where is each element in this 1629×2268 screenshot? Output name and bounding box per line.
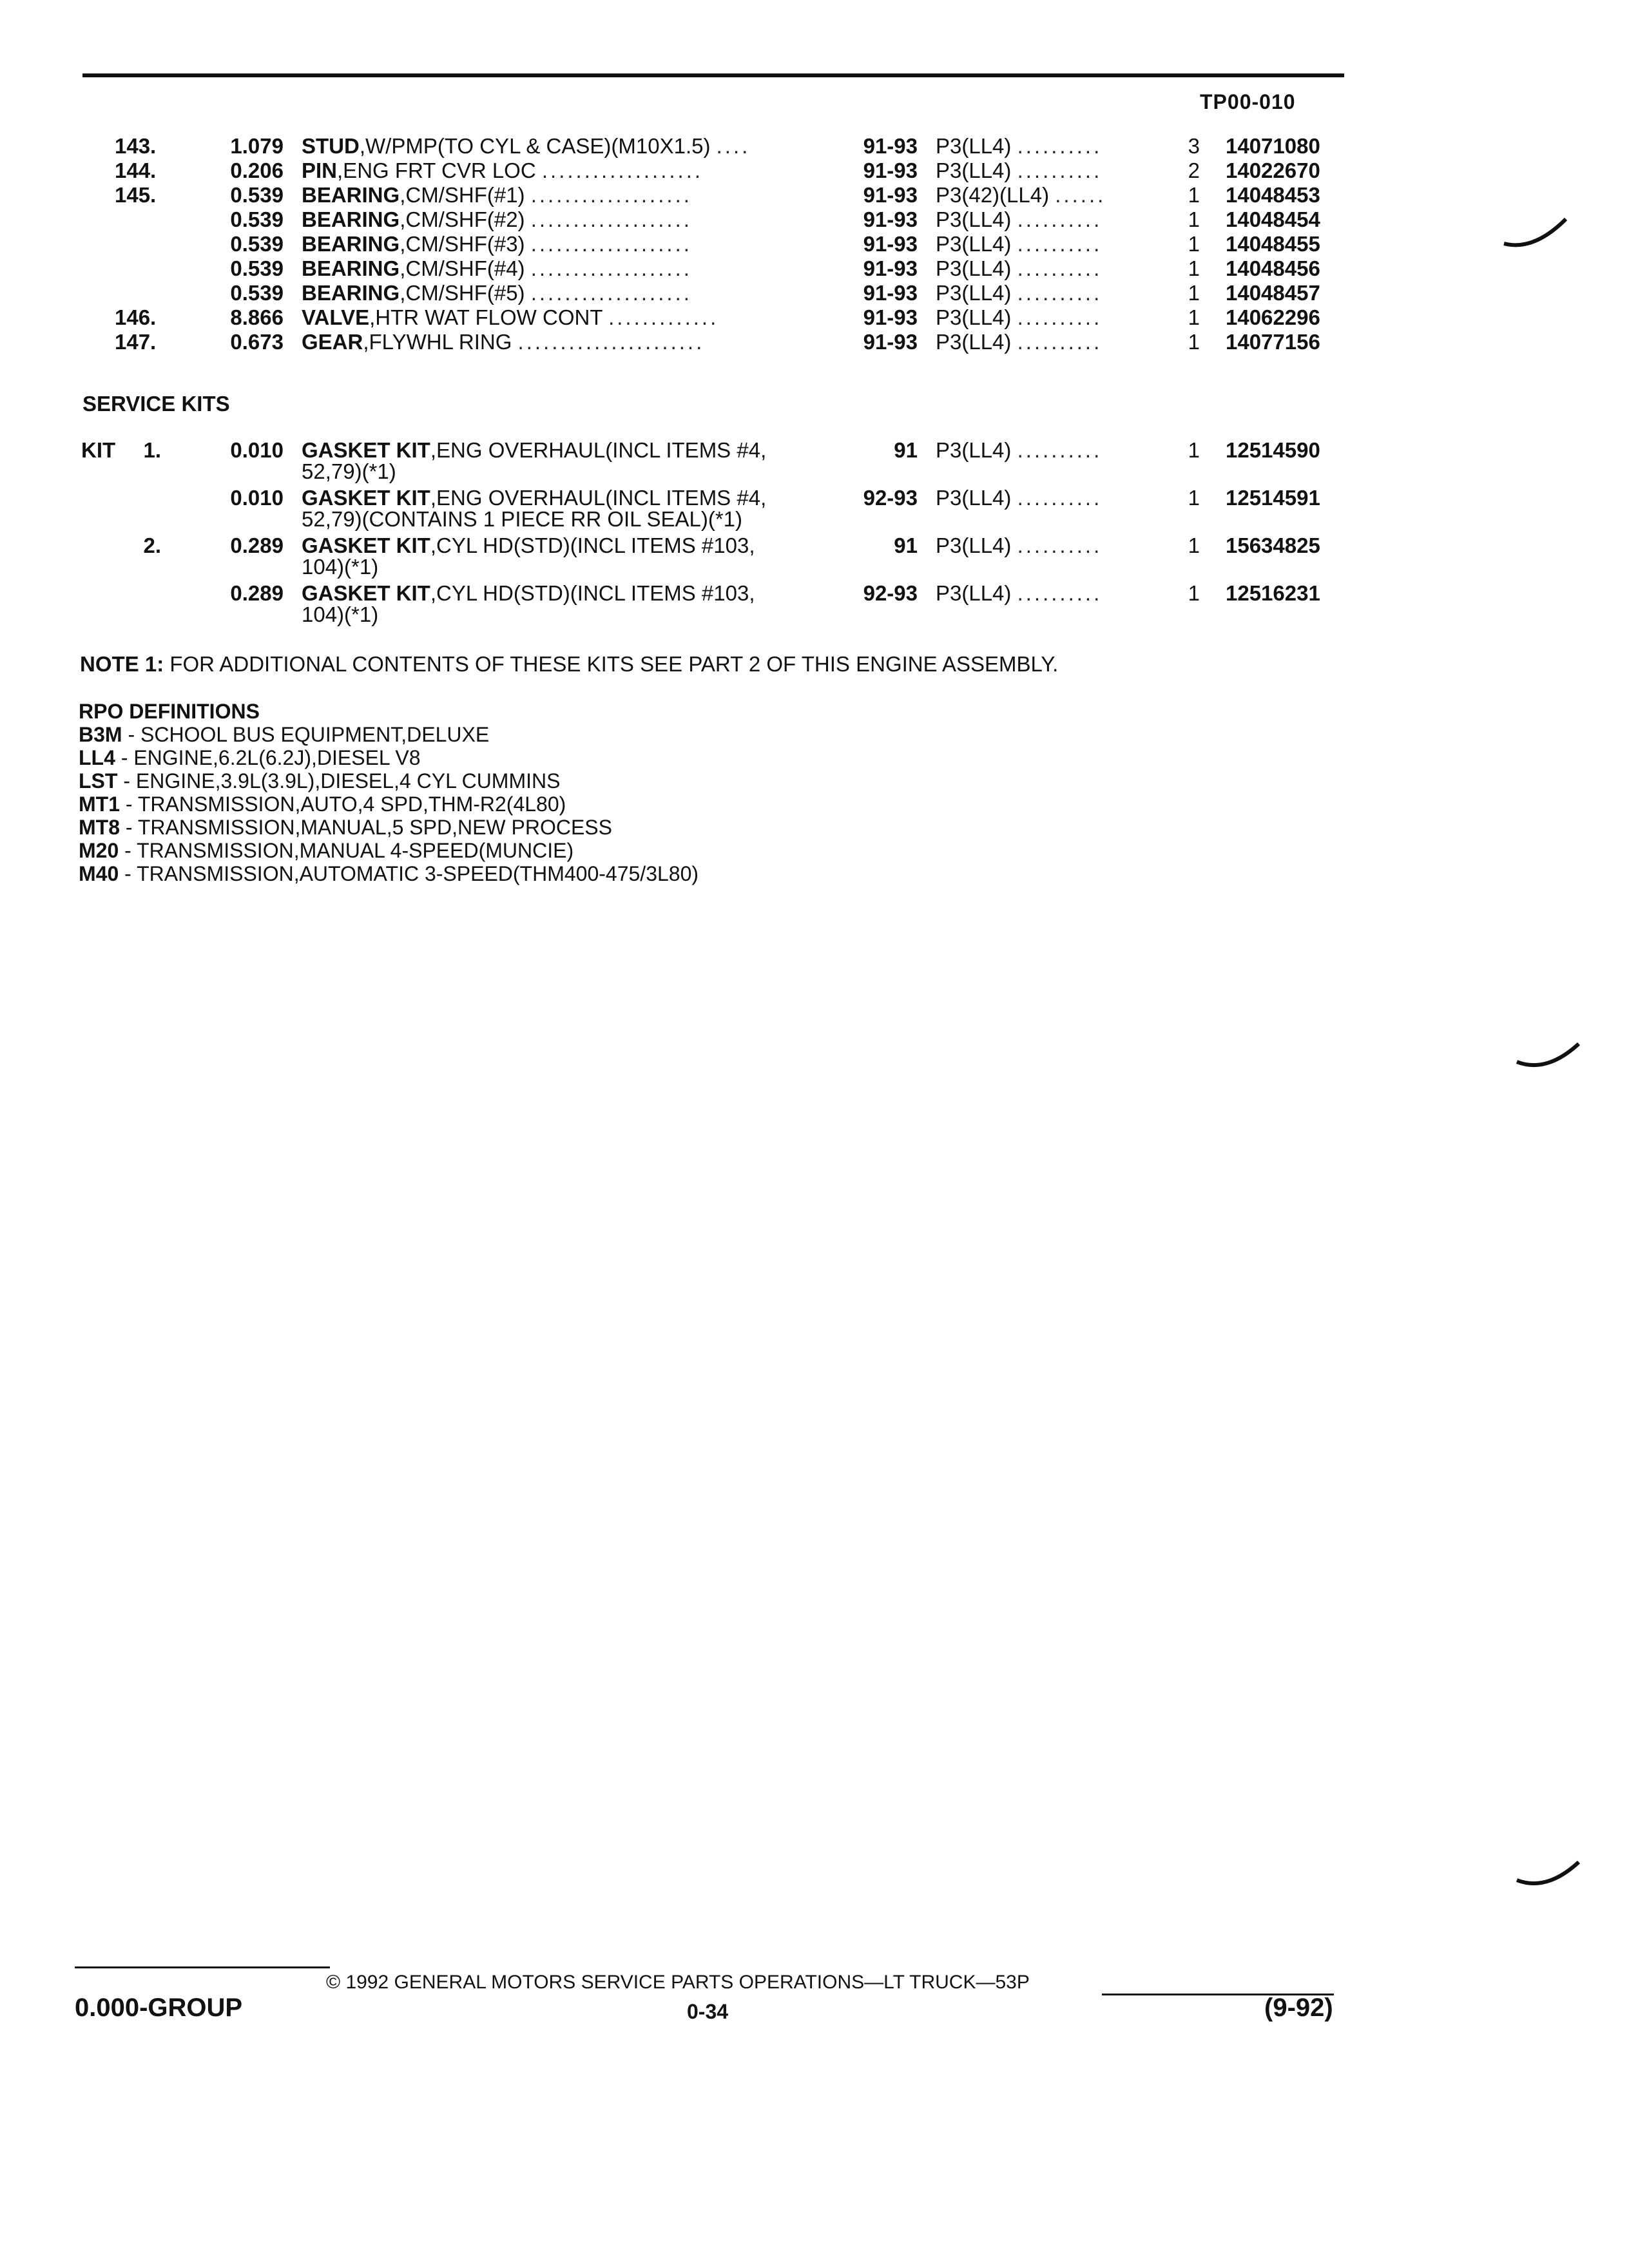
- part-description: [302, 134, 830, 159]
- part-number: 14048457: [1226, 281, 1320, 305]
- model-codes: [936, 305, 1166, 330]
- part-detail: ,W/PMP(TO CYL & CASE)(M10X1.5): [359, 134, 711, 158]
- kit-name: GASKET KIT: [302, 486, 430, 510]
- leader-dots: ..........: [1017, 438, 1103, 462]
- model-years: 91-93: [863, 256, 918, 280]
- part-number: 12514590: [1226, 438, 1320, 462]
- leader-dots: ..........: [1017, 232, 1103, 256]
- part-name: BEARING: [302, 256, 400, 280]
- quantity: 2: [1188, 159, 1200, 182]
- part-detail: ,FLYWHL RING: [363, 330, 512, 354]
- part-description: [302, 330, 830, 354]
- rpo-text: - TRANSMISSION,AUTOMATIC 3-SPEED(THM400-475/3L80): [124, 862, 699, 885]
- item-number: 146.: [115, 305, 157, 329]
- model-code-text: P3(LL4): [936, 232, 1012, 256]
- model-years: 91-93: [863, 134, 918, 158]
- leader-dots: ..........: [1017, 281, 1103, 305]
- leader-dots: ...................: [530, 232, 692, 256]
- part-name: GEAR: [302, 330, 363, 354]
- model-code-text: P3(LL4): [936, 305, 1012, 329]
- item-number: 145.: [115, 183, 157, 207]
- model-code-text: P3(LL4): [936, 256, 1012, 280]
- kit-continuation: 52,79)(CONTAINS 1 PIECE RR OIL SEAL)(*1): [302, 507, 743, 531]
- part-name: BEARING: [302, 232, 400, 256]
- revision-date: (9-92): [1264, 1994, 1333, 2022]
- model-code-text: P3(LL4): [936, 159, 1012, 182]
- ref-number: 0.289: [230, 533, 284, 557]
- rpo-text: - SCHOOL BUS EQUIPMENT,DELUXE: [128, 723, 490, 746]
- quantity: 1: [1188, 183, 1200, 207]
- rpo-code: M20: [79, 839, 119, 862]
- leader-dots: ..........: [1017, 207, 1103, 231]
- item-number: 147.: [115, 330, 157, 354]
- leader-dots: ....: [716, 134, 751, 158]
- footer-rule-left: [75, 1966, 330, 1968]
- note-text: FOR ADDITIONAL CONTENTS OF THESE KITS SEE PART 2 OF THIS ENGINE ASSEMBLY.: [169, 652, 1059, 676]
- quantity: 1: [1188, 232, 1200, 256]
- part-number: 14062296: [1226, 305, 1320, 329]
- leader-dots: ..........: [1017, 256, 1103, 280]
- ref-number: 0.206: [230, 159, 284, 182]
- margin-mark-icon: [1501, 211, 1572, 250]
- model-years: 91-93: [863, 330, 918, 354]
- part-detail: ,ENG FRT CVR LOC: [337, 159, 536, 182]
- quantity: 1: [1188, 256, 1200, 280]
- leader-dots: ......................: [517, 330, 705, 354]
- leader-dots: ..........: [1017, 330, 1103, 354]
- kit-label: KIT: [81, 438, 116, 462]
- rpo-item: [79, 746, 699, 769]
- quantity: 3: [1188, 134, 1200, 158]
- model-codes: [936, 183, 1166, 207]
- model-years: 92-93: [863, 486, 918, 510]
- model-years: 91: [894, 533, 918, 557]
- part-description: [302, 305, 830, 330]
- part-number: 12516231: [1226, 581, 1320, 605]
- rpo-item: [79, 839, 699, 862]
- model-codes: [936, 438, 1166, 463]
- item-number: 144.: [115, 159, 157, 182]
- part-name: PIN: [302, 159, 338, 182]
- model-codes: [936, 232, 1166, 256]
- model-code-text: P3(LL4): [936, 207, 1012, 231]
- rpo-text: - TRANSMISSION,MANUAL,5 SPD,NEW PROCESS: [125, 816, 612, 839]
- part-detail: ,CM/SHF(#1): [400, 183, 525, 207]
- model-code-text: P3(LL4): [936, 581, 1012, 605]
- part-number: 14048455: [1226, 232, 1320, 256]
- margin-mark-icon: [1514, 1856, 1585, 1894]
- model-code-text: P3(LL4): [936, 330, 1012, 354]
- leader-dots: ..........: [1017, 581, 1103, 605]
- part-description: [302, 183, 830, 207]
- model-code-text: P3(42)(LL4): [936, 183, 1050, 207]
- model-years: 92-93: [863, 581, 918, 605]
- part-number: 14077156: [1226, 330, 1320, 354]
- ref-number: 0.539: [230, 281, 284, 305]
- leader-dots: ...................: [530, 207, 692, 231]
- kit-continuation: 104)(*1): [302, 602, 379, 626]
- leader-dots: ...................: [530, 183, 692, 207]
- note-label: NOTE 1:: [80, 652, 164, 676]
- group-code: 0.000-GROUP: [75, 1994, 243, 2022]
- model-years: 91-93: [863, 183, 918, 207]
- model-code-text: P3(LL4): [936, 438, 1012, 462]
- kit-detail: ,ENG OVERHAUL(INCL ITEMS #4,: [430, 438, 767, 462]
- doc-code: TP00-010: [1200, 90, 1296, 113]
- leader-dots: ..........: [1017, 533, 1103, 557]
- quantity: 1: [1188, 581, 1200, 605]
- rpo-item: [79, 769, 699, 793]
- rpo-item: [79, 862, 699, 885]
- model-years: 91-93: [863, 207, 918, 231]
- leader-dots: .............: [608, 305, 719, 329]
- part-name: STUD: [302, 134, 360, 158]
- rpo-item: [79, 816, 699, 839]
- leader-dots: ..........: [1017, 159, 1103, 182]
- ref-number: 8.866: [230, 305, 284, 329]
- ref-number: 0.539: [230, 207, 284, 231]
- rpo-text: - TRANSMISSION,MANUAL 4-SPEED(MUNCIE): [124, 839, 574, 862]
- part-number: 14048453: [1226, 183, 1320, 207]
- quantity: 1: [1188, 533, 1200, 557]
- model-years: 91-93: [863, 159, 918, 182]
- kit-description: [302, 533, 830, 558]
- model-years: 91-93: [863, 232, 918, 256]
- model-years: 91-93: [863, 281, 918, 305]
- kit-description: [302, 581, 830, 606]
- rpo-code: LL4: [79, 746, 115, 769]
- kit-continuation: 104)(*1): [302, 555, 379, 579]
- leader-dots: ...................: [530, 281, 692, 305]
- part-detail: ,CM/SHF(#5): [400, 281, 525, 305]
- leader-dots: ...................: [541, 159, 704, 182]
- part-name: BEARING: [302, 183, 400, 207]
- model-codes: [936, 581, 1166, 606]
- rpo-title: RPO DEFINITIONS: [79, 700, 260, 723]
- model-code-text: P3(LL4): [936, 486, 1012, 510]
- quantity: 1: [1188, 281, 1200, 305]
- rpo-text: - ENGINE,6.2L(6.2J),DIESEL V8: [120, 746, 421, 769]
- model-codes: [936, 256, 1166, 281]
- leader-dots: ..........: [1017, 134, 1103, 158]
- ref-number: 0.539: [230, 183, 284, 207]
- part-number: 14048454: [1226, 207, 1320, 231]
- rpo-code: MT1: [79, 793, 120, 816]
- model-codes: [936, 330, 1166, 354]
- page-number: 0-34: [687, 2000, 729, 2023]
- rpo-code: B3M: [79, 723, 122, 746]
- leader-dots: ......: [1055, 183, 1106, 207]
- kit-name: GASKET KIT: [302, 438, 430, 462]
- rpo-code: MT8: [79, 816, 120, 839]
- part-name: BEARING: [302, 281, 400, 305]
- kit-detail: ,CYL HD(STD)(INCL ITEMS #103,: [430, 581, 755, 605]
- kit-name: GASKET KIT: [302, 581, 430, 605]
- part-name: BEARING: [302, 207, 400, 231]
- quantity: 1: [1188, 486, 1200, 510]
- kit-detail: ,CYL HD(STD)(INCL ITEMS #103,: [430, 533, 755, 557]
- rpo-item: [79, 793, 699, 816]
- ref-number: 0.673: [230, 330, 284, 354]
- header-rule: [82, 73, 1344, 77]
- margin-mark-icon: [1514, 1037, 1585, 1076]
- kit-number: 1.: [143, 438, 161, 462]
- part-description: [302, 281, 830, 305]
- ref-number: 0.539: [230, 232, 284, 256]
- rpo-definitions: [79, 700, 699, 885]
- note: [80, 652, 1058, 677]
- leader-dots: ...................: [530, 256, 692, 280]
- part-detail: ,CM/SHF(#2): [400, 207, 525, 231]
- model-codes: [936, 281, 1166, 305]
- model-years: 91: [894, 438, 918, 462]
- rpo-text: - TRANSMISSION,AUTO,4 SPD,THM-R2(4L80): [125, 793, 566, 816]
- model-codes: [936, 533, 1166, 558]
- quantity: 1: [1188, 305, 1200, 329]
- part-number: 14071080: [1226, 134, 1320, 158]
- rpo-text: - ENGINE,3.9L(3.9L),DIESEL,4 CYL CUMMINS: [123, 769, 561, 793]
- rpo-code: M40: [79, 862, 119, 885]
- model-code-text: P3(LL4): [936, 134, 1012, 158]
- model-codes: [936, 159, 1166, 183]
- ref-number: 0.010: [230, 438, 284, 462]
- part-number: 14022670: [1226, 159, 1320, 182]
- part-description: [302, 232, 830, 256]
- copyright: © 1992 GENERAL MOTORS SERVICE PARTS OPERATIONS—LT TRUCK—53P: [326, 1972, 1030, 1993]
- ref-number: 0.289: [230, 581, 284, 605]
- model-years: 91-93: [863, 305, 918, 329]
- part-number: 12514591: [1226, 486, 1320, 510]
- ref-number: 0.539: [230, 256, 284, 280]
- kit-name: GASKET KIT: [302, 533, 430, 557]
- kit-detail: ,ENG OVERHAUL(INCL ITEMS #4,: [430, 486, 767, 510]
- part-detail: ,HTR WAT FLOW CONT: [369, 305, 602, 329]
- ref-number: 0.010: [230, 486, 284, 510]
- kit-continuation: 52,79)(*1): [302, 459, 396, 483]
- rpo-code: LST: [79, 769, 118, 793]
- quantity: 1: [1188, 330, 1200, 354]
- model-code-text: P3(LL4): [936, 533, 1012, 557]
- part-detail: ,CM/SHF(#3): [400, 232, 525, 256]
- part-number: 15634825: [1226, 533, 1320, 557]
- leader-dots: ..........: [1017, 486, 1103, 510]
- service-kits-heading: SERVICE KITS: [82, 392, 230, 416]
- kit-number: 2.: [143, 533, 161, 557]
- quantity: 1: [1188, 207, 1200, 231]
- part-detail: ,CM/SHF(#4): [400, 256, 525, 280]
- part-number: 14048456: [1226, 256, 1320, 280]
- leader-dots: ..........: [1017, 305, 1103, 329]
- model-codes: [936, 134, 1166, 159]
- item-number: 143.: [115, 134, 157, 158]
- part-description: [302, 207, 830, 232]
- model-codes: [936, 207, 1166, 232]
- part-description: [302, 256, 830, 281]
- model-codes: [936, 486, 1166, 510]
- rpo-item: [79, 723, 699, 746]
- part-name: VALVE: [302, 305, 370, 329]
- quantity: 1: [1188, 438, 1200, 462]
- model-code-text: P3(LL4): [936, 281, 1012, 305]
- part-description: [302, 159, 830, 183]
- ref-number: 1.079: [230, 134, 284, 158]
